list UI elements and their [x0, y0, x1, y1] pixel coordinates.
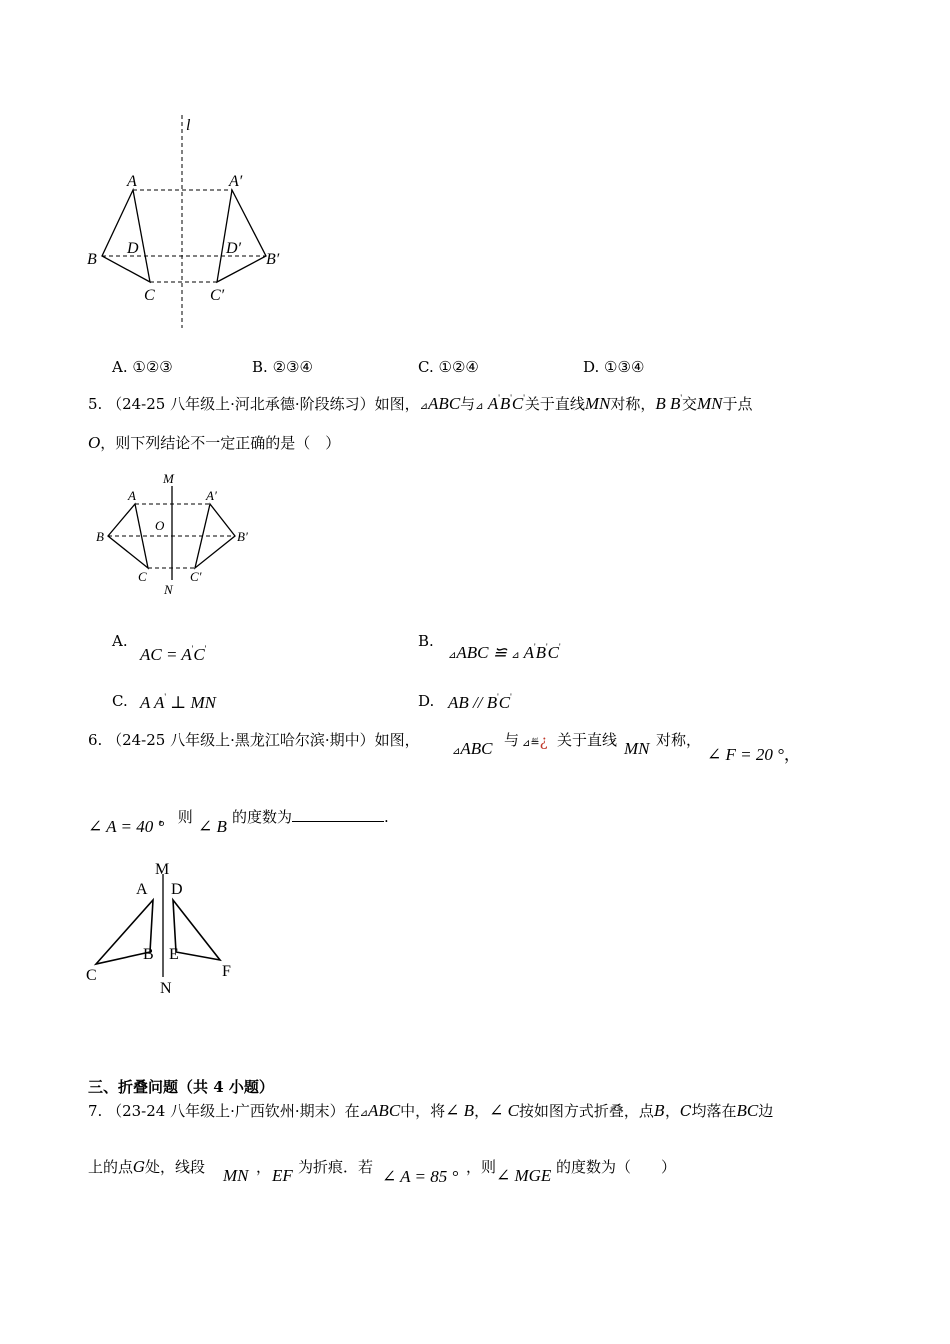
q6-angle-a: ∠ A = 40 ° — [88, 817, 165, 836]
q5-option-c-math[interactable]: A A' ⊥ MN — [140, 692, 217, 712]
label-B1: B′ — [237, 529, 248, 544]
label-A: A — [128, 488, 136, 503]
q5-option-c-letter[interactable]: C. — [112, 692, 128, 710]
figure-q5 — [90, 468, 270, 598]
q7-comma: ， — [256, 1158, 272, 1176]
q7-angle-mge: ∠ MGE — [496, 1166, 552, 1185]
label-A: A — [136, 881, 148, 898]
triangle-a1b1c1 — [217, 190, 266, 282]
q6-measure: 的度数为 . — [232, 808, 389, 826]
label-B: B — [143, 946, 154, 963]
q6-triangle-abc: ⊿ABC — [452, 739, 493, 758]
label-C: C — [144, 287, 155, 304]
q7-then: ，则 — [466, 1158, 497, 1176]
figure-q6 — [80, 852, 250, 1002]
q6-angle-b: ∠ B — [198, 817, 227, 836]
label-M: M — [163, 471, 174, 486]
q6-answer-blank[interactable] — [292, 807, 384, 822]
section-3-title: 三、折叠问题（共 4 小题） — [88, 1078, 274, 1096]
label-C1: C′ — [190, 569, 202, 584]
label-A1: A′ — [229, 173, 243, 190]
q7-mn: MN — [223, 1166, 249, 1185]
label-F: F — [222, 963, 231, 980]
q5-line2: O，则下列结论不一定正确的是（ ） — [88, 433, 341, 452]
label-C1: C′ — [210, 287, 225, 304]
q7-ask: 的度数为（ ） — [556, 1158, 677, 1176]
q6-sym: 对称， — [656, 731, 702, 749]
label-B: B — [87, 251, 97, 268]
q4-option-c[interactable]: C. ①②④ — [418, 358, 479, 376]
triangle-abc — [102, 190, 150, 282]
q7-line2-part1: 上的点G处，线段 — [88, 1158, 206, 1176]
label-D1: D′ — [226, 240, 242, 257]
q7-ef: EF — [272, 1166, 293, 1185]
label-O: O — [155, 518, 165, 533]
label-M: M — [155, 861, 170, 878]
triangle-def — [173, 900, 220, 960]
label-B: B — [96, 529, 104, 544]
q6-angle-f: ∠ F = 20 °， — [707, 745, 801, 764]
triangle-abc — [108, 504, 148, 568]
q7-angle-a: ∠ A = 85 ° — [382, 1167, 459, 1186]
q7-crease: 为折痕．若 — [298, 1158, 374, 1176]
q6-then: ， 则 — [158, 808, 193, 826]
q6-with: 与 — [504, 731, 520, 749]
label-l: l — [186, 117, 191, 134]
label-D: D — [127, 240, 139, 257]
label-C: C — [138, 569, 147, 584]
label-C: C — [86, 967, 97, 984]
q6-mn: MN — [624, 739, 650, 758]
q5-option-d-math[interactable]: AB // B'C' — [448, 692, 512, 712]
q6-sym-line: 关于直线 — [557, 731, 618, 749]
label-N: N — [160, 980, 172, 997]
q5-option-b-letter[interactable]: B. — [418, 632, 434, 650]
q4-option-a[interactable]: A. ①②③ — [112, 358, 173, 376]
figure-q4 — [80, 110, 300, 335]
label-D: D — [171, 881, 183, 898]
label-A1: A′ — [206, 488, 217, 503]
q5-option-b-math[interactable]: ⊿ABC ≌ ⊿ A'B'C' — [448, 642, 561, 662]
label-E: E — [169, 946, 179, 963]
label-A: A — [127, 173, 137, 190]
q7-line1: 7. （23-24 八年级上·广西钦州·期末）在⊿ABC中，将∠ B，∠ C按如图方式折叠，点B，C均落在BC边 — [88, 1101, 774, 1120]
q5-option-a-math[interactable]: AC = A'C' — [140, 644, 207, 664]
label-N: N — [164, 582, 173, 597]
q5-line1: 5. （24-25 八年级上·河北承德·阶段练习）如图，⊿ABC与⊿ A'B'C'关于直线MN对称，B B'交MN于点 — [88, 393, 753, 413]
q5-option-a-letter[interactable]: A. — [112, 632, 128, 650]
q6-line1-part1: 6. （24-25 八年级上·黑龙江哈尔滨·期中）如图， — [88, 731, 420, 749]
q4-option-b[interactable]: B. ②③④ — [252, 358, 313, 376]
label-B1: B′ — [266, 251, 280, 268]
q5-option-d-letter[interactable]: D. — [418, 692, 435, 710]
q6-def-glyph: ⊿≝¿ — [522, 732, 548, 750]
q4-option-d[interactable]: D. ①③④ — [583, 358, 645, 376]
